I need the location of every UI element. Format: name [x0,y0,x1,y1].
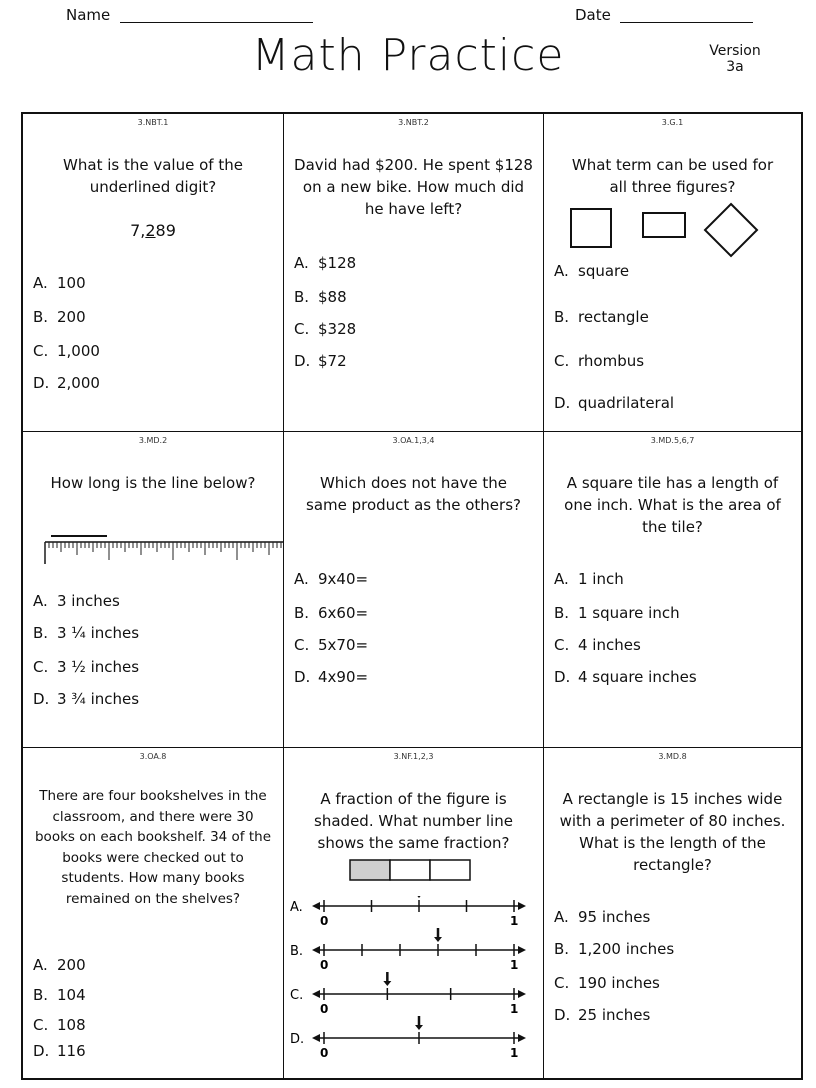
right-arrow-icon [518,902,526,910]
number-line-end-label: 1 [510,914,519,928]
option-d[interactable] [554,1006,650,1024]
option-letter: A. [554,262,569,280]
option-b[interactable] [554,308,649,326]
option-c[interactable] [554,352,644,370]
number-line-letter: D. [290,1032,305,1047]
question-cell-7 [23,748,284,1078]
option-letter: D. [33,374,50,392]
option-text: 200 [57,956,86,974]
question-text: How long is the line below? [50,474,256,492]
right-arrow-icon [518,1034,526,1042]
option-c[interactable] [294,320,356,338]
right-arrow-icon [518,946,526,954]
option-letter: A. [33,592,48,610]
question-cell-3 [544,114,801,432]
standard-code: 3.MD.8 [658,752,687,761]
option-text: $328 [318,320,357,338]
question-cell-2 [284,114,544,432]
option-letter: B. [554,940,570,958]
rhombus-figure [703,202,759,258]
question-cell-9 [544,748,801,1078]
option-c[interactable] [554,974,660,992]
option-text: 3 inches [57,592,120,610]
number-line-start-label: 0 [320,1002,329,1016]
option-d[interactable] [33,374,100,392]
option-letter: A. [294,254,309,272]
option-a[interactable] [33,274,86,292]
option-text: 104 [57,986,86,1004]
number-line-start-label: 0 [320,958,329,972]
question-text: David had $200. He spent $128 on a new bike. How much did he have left? [294,156,533,218]
fraction-part [350,860,390,880]
left-arrow-icon [312,946,320,954]
option-text: rhombus [578,352,645,370]
option-d[interactable] [554,668,697,686]
option-c[interactable] [33,1016,86,1034]
option-text: 190 inches [578,974,660,992]
number-display [23,221,283,240]
option-a[interactable] [33,956,86,974]
option-letter: C. [554,636,570,654]
option-text: 1,000 [57,342,100,360]
option-text: 116 [57,1042,86,1060]
fraction-part [390,860,430,880]
option-text: square [578,262,630,280]
question-cell-6 [544,432,801,748]
option-text: rectangle [578,308,649,326]
version-line2: 3a [726,59,744,75]
option-letter: A. [33,956,48,974]
option-letter: A. [554,570,569,588]
number-part: 7, [130,221,146,240]
option-letter: C. [33,658,49,676]
option-d[interactable] [554,394,674,412]
option-letter: B. [33,624,49,642]
question-text: What term can be used for all three figures? [571,156,774,196]
option-text: 3 ¾ inches [57,690,140,708]
option-a[interactable] [294,254,356,272]
option-b[interactable] [294,288,347,306]
number-line-end-label: 1 [510,958,519,972]
question-text: A rectangle is 15 inches wide with a perimeter of 80 inches. What is the length of the rectangle? [559,790,786,874]
standard-code: 3.NF.1,2,3 [393,752,434,761]
option-letter: A. [554,908,569,926]
option-a[interactable] [554,262,629,280]
option-d[interactable] [294,352,347,370]
option-letter: D. [294,668,311,686]
option-text: $128 [318,254,357,272]
option-text: $88 [318,288,347,306]
question-text: A fraction of the figure is shaded. What number line shows the same fraction? [314,790,513,852]
option-text: 1,200 inches [578,940,675,958]
question-text: Which does not have the same product as the others? [306,474,521,514]
option-text: 108 [57,1016,86,1034]
option-c[interactable] [33,342,100,360]
option-text: 4 inches [578,636,641,654]
standard-code: 3.MD.5,6,7 [650,436,695,445]
pointer-arrow-icon [415,896,423,898]
option-letter: A. [33,274,48,292]
rectangle-figure [642,212,686,238]
option-text: 4x90= [318,668,369,686]
number-line-end-label: 1 [510,1046,519,1060]
option-text: 6x60= [318,604,369,622]
pointer-arrow-icon [415,1025,423,1030]
option-letter: C. [294,636,310,654]
date-field[interactable] [620,22,753,23]
number-line-end-label: 1 [510,1002,519,1016]
option-text: 1 square inch [578,604,680,622]
option-a[interactable] [33,592,120,610]
standard-code: 3.NBT.1 [137,118,169,127]
option-d[interactable] [294,668,368,686]
option-letter: D. [554,1006,571,1024]
option-letter: B. [33,986,49,1004]
option-text: 25 inches [578,1006,651,1024]
number-line-start-label: 0 [320,1046,329,1060]
option-letter: D. [554,668,571,686]
standard-code: 3.OA.1,3,4 [392,436,435,445]
option-letter: D. [294,352,311,370]
option-letter: C. [554,974,570,992]
option-text: 95 inches [578,908,651,926]
page-title: Math Practice [251,30,565,81]
option-text: 200 [57,308,86,326]
question-grid [21,112,803,1080]
question-cell-4 [23,432,284,748]
left-arrow-icon [312,990,320,998]
option-b[interactable] [33,308,86,326]
name-field[interactable] [120,22,313,23]
date-label: Date [575,6,611,24]
pointer-arrow-icon [434,937,442,942]
option-text: 100 [57,274,86,292]
fraction-figure [348,858,474,882]
option-letter: B. [33,308,49,326]
option-b[interactable] [33,986,86,1004]
name-label: Name [66,6,111,24]
option-a[interactable] [554,908,650,926]
option-text: 1 inch [578,570,624,588]
option-letter: D. [33,1042,50,1060]
option-c[interactable] [33,658,139,676]
option-letter: B. [294,288,310,306]
number-line-start-label: 0 [320,914,329,928]
option-c[interactable] [554,636,641,654]
option-b[interactable] [33,624,139,642]
option-letter: D. [554,394,571,412]
option-b[interactable] [554,940,674,958]
number-line-letter: B. [290,944,304,959]
pointer-arrow-icon [383,981,391,986]
standard-code: 3.NBT.2 [398,118,429,127]
fraction-part [430,860,470,880]
ruler-image [43,532,284,566]
option-d[interactable] [33,690,139,708]
number-line-options[interactable] [288,896,538,1078]
right-arrow-icon [518,990,526,998]
standard-code: 3.G.1 [661,118,684,127]
question-cell-5 [284,432,544,748]
option-letter: C. [294,320,310,338]
option-text: quadrilateral [578,394,675,412]
option-letter: A. [294,570,309,588]
option-d[interactable] [33,1042,86,1060]
option-c[interactable] [294,636,368,654]
option-letter: B. [294,604,310,622]
left-arrow-icon [312,902,320,910]
standard-code: 3.MD.2 [138,436,168,445]
question-text: A square tile has a length of one inch. What is the area of the tile? [564,474,781,536]
option-letter: C. [554,352,570,370]
option-b[interactable] [294,604,368,622]
left-arrow-icon [312,1034,320,1042]
option-text: $72 [318,352,347,370]
option-letter: D. [33,690,50,708]
option-text: 9x40= [318,570,369,588]
question-cell-8 [284,748,544,1078]
option-b[interactable] [554,604,680,622]
underlined-digit: 2 [145,221,156,240]
number-line-letter: C. [290,988,304,1003]
option-text: 5x70= [318,636,369,654]
option-text: 2,000 [57,374,100,392]
question-cell-1 [23,114,284,432]
version-label [700,43,770,75]
option-letter: C. [33,1016,49,1034]
option-a[interactable] [294,570,368,588]
option-letter: C. [33,342,49,360]
version-line1: Version [709,43,761,59]
standard-code: 3.OA.8 [139,752,167,761]
question-text: There are four bookshelves in the classroom, and there were 30 books on each bookshelf. 34 of the books were checked out to students. How many books remained on the shelves? [34,788,272,907]
option-text: 3 ½ inches [57,658,140,676]
option-letter: B. [554,604,570,622]
option-text: 3 ¼ inches [57,624,140,642]
number-line-letter: A. [290,900,303,915]
option-text: 4 square inches [578,668,697,686]
option-letter: B. [554,308,570,326]
square-figure [570,208,612,248]
question-text: What is the value of the underlined digit? [63,156,243,196]
option-a[interactable] [554,570,624,588]
number-part: 89 [155,221,176,240]
